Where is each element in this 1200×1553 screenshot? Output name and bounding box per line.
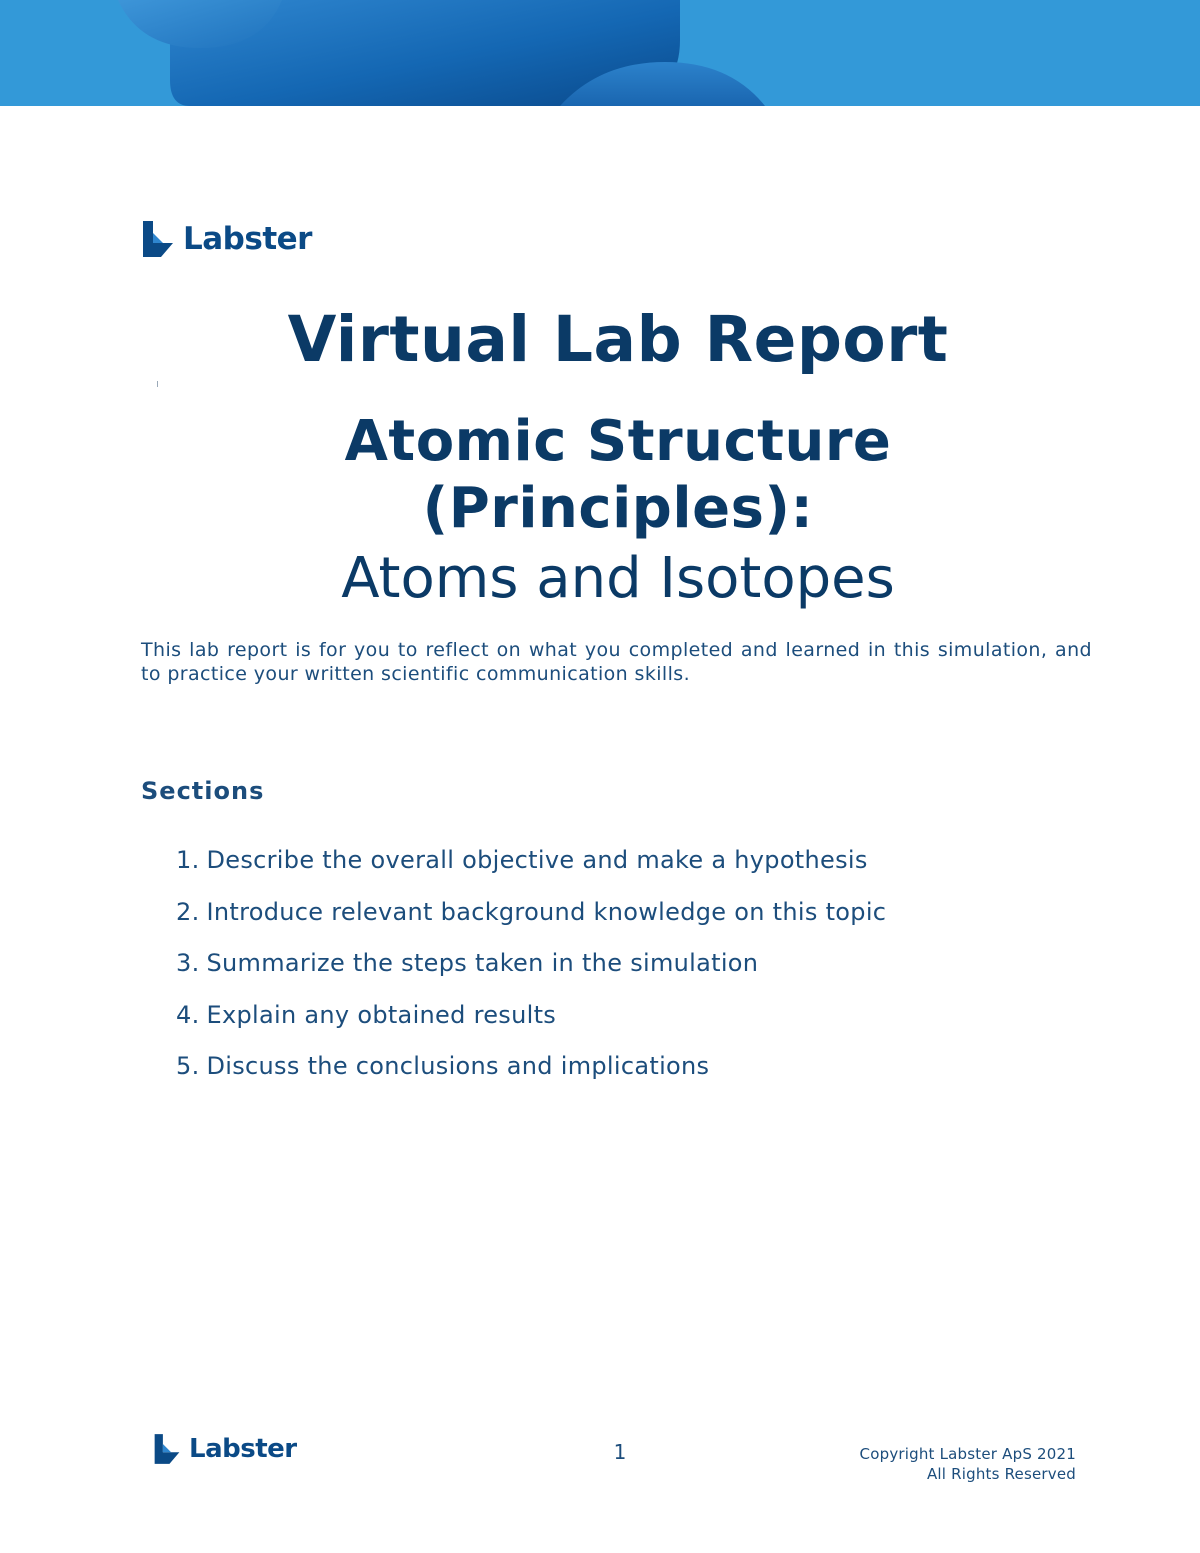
rights-line: All Rights Reserved bbox=[926, 1465, 1076, 1483]
topic-title: Atoms and Isotopes bbox=[341, 546, 895, 611]
section-number: 3. bbox=[176, 949, 200, 977]
section-number: 5. bbox=[176, 1052, 200, 1080]
section-label: Describe the overall objective and make a hypothesis bbox=[206, 846, 868, 874]
copyright-line: Copyright Labster ApS 2021 bbox=[859, 1445, 1076, 1463]
intro-paragraph: This lab report is for you to reflect on what you completed and learned in this simulation, and to practice your written scientific communication skills. bbox=[141, 639, 1092, 685]
section-label: Introduce relevant background knowledge on this topic bbox=[206, 897, 887, 926]
labster-logo-footer bbox=[153, 1432, 297, 1466]
section-item-3 bbox=[176, 946, 886, 980]
section-label: Summarize the steps taken in the simulation bbox=[206, 949, 759, 977]
subtitle bbox=[0, 408, 1200, 542]
logo-brand-name: Labster bbox=[183, 221, 312, 257]
section-item-1 bbox=[176, 843, 886, 877]
section-number: 1. bbox=[176, 846, 200, 874]
header-banner bbox=[0, 0, 1200, 106]
section-item-2 bbox=[176, 895, 886, 929]
section-list bbox=[176, 843, 886, 1101]
section-number: 2. bbox=[176, 897, 200, 926]
stray-mark bbox=[157, 381, 158, 387]
section-label: Discuss the conclusions and implications bbox=[206, 1052, 710, 1080]
section-item-5 bbox=[176, 1049, 886, 1083]
labster-logo-top bbox=[141, 219, 312, 259]
page-title: Virtual Lab Report bbox=[287, 303, 949, 376]
section-item-4 bbox=[176, 998, 886, 1032]
copyright-notice bbox=[860, 1444, 1076, 1484]
footer-brand-name: Labster bbox=[189, 1434, 297, 1464]
labster-mark-icon bbox=[141, 219, 175, 259]
labster-mark-icon bbox=[153, 1432, 181, 1466]
subtitle-line-2: (Principles): bbox=[422, 476, 814, 541]
sections-heading: Sections bbox=[141, 777, 265, 805]
subtitle-line-1: Atomic Structure bbox=[344, 409, 892, 474]
page-number: 1 bbox=[613, 1440, 627, 1464]
banner-decoration bbox=[0, 0, 1200, 106]
section-number: 4. bbox=[176, 1000, 200, 1029]
section-label: Explain any obtained results bbox=[206, 1000, 557, 1029]
